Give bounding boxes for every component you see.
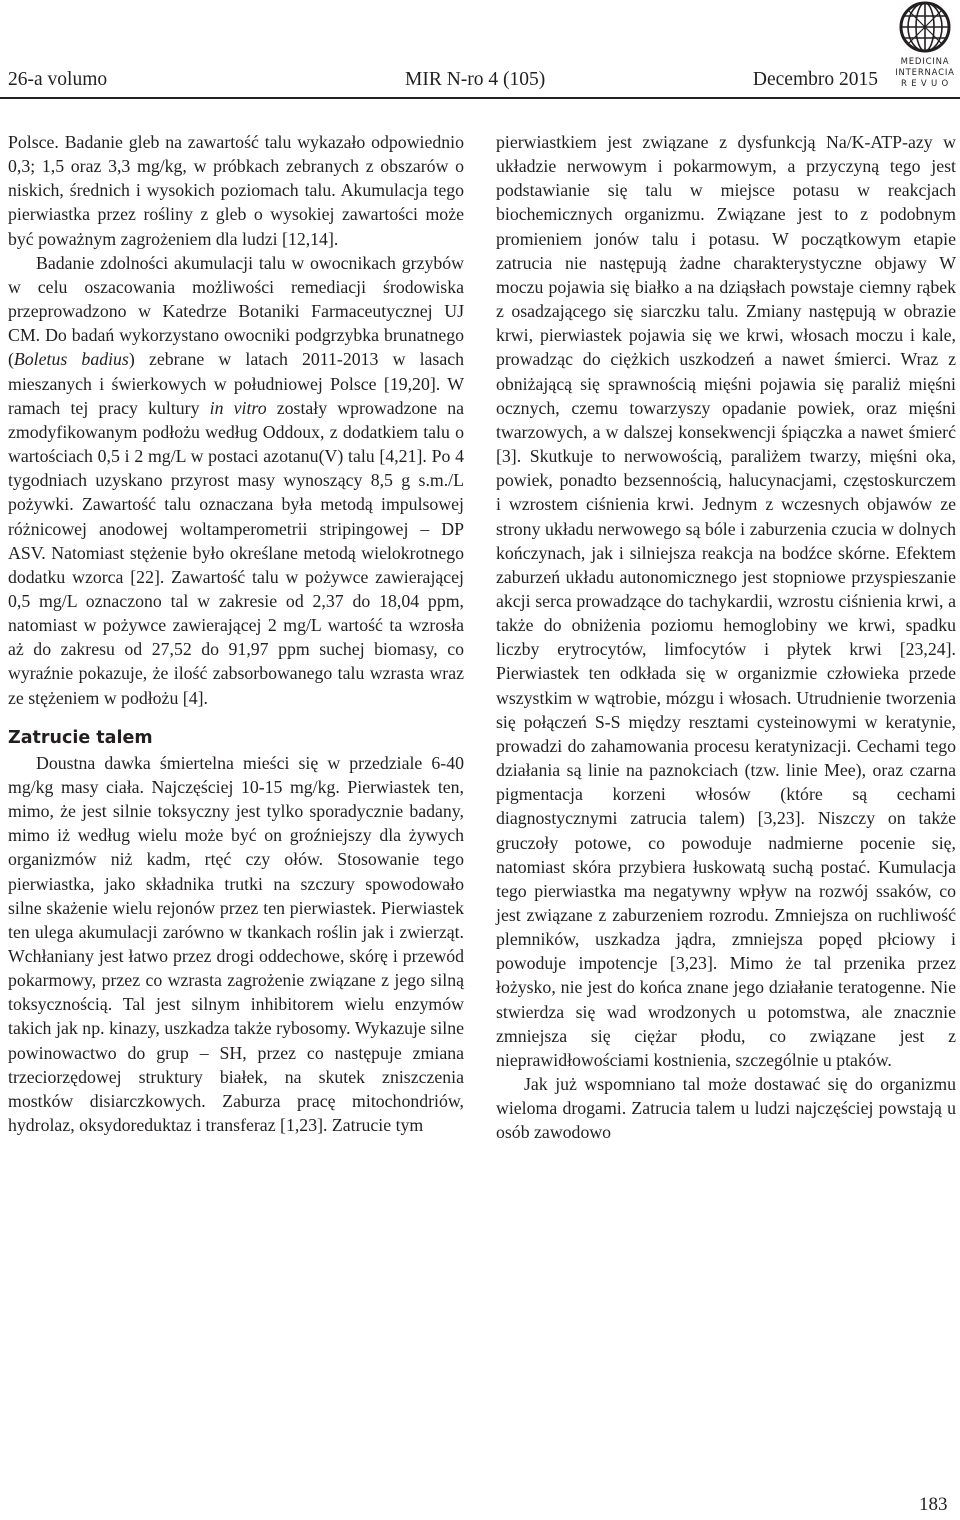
globe-icon [897, 1, 953, 53]
right-column [496, 130, 956, 1145]
issue-label: MIR N-ro 4 (105) [405, 69, 546, 90]
journal-logo [890, 0, 960, 98]
section-heading: Zatrucie talem [8, 727, 153, 748]
header-rule [0, 97, 960, 99]
date-label: Decembro 2015 [752, 69, 878, 90]
species-name: Boletus badius [13, 349, 129, 370]
volume-label: 26-a volumo [8, 69, 108, 90]
paragraph: pierwiastkiem jest związane z dysfunkcją Na/K-ATP-azy w układzie nerwowym i pokarmowym, a przyczyną tego jest podstawianie się talu w miejsce potasu w reakcjach biochemicznych organizmu. Związane jest to z podobnym promieniem jonów talu i potasu. W początkowym etapie zatrucia nie następują żadne charakterystyczne objawy W moczu pojawia się białko a na dziąsłach powstaje ciemny rąbek z osadzającego się siarczku talu. Zmiany następują w obrazie krwi, pierwiastek pojawia się we krwi, włosach moczu i kale, prowadząc do ciężkich uszkodzeń a nawet śmierci. Wraz z obniżającą się sprawnością mięśni pojawia się paraliż mięśni ocznych, czemu towarzyszy opadanie powiek, oraz mięśni twarzowych, a w dalszej konsekwencji śpiączka a nawet śmierć [3]. Skutkuje to nerwowością, paraliżem twarzy, mięśni oka, powiek, ponadto bezsennością, halucynacjami, częstoskurczem i wzrostem ciśnienia krwi. Jednym z wczesnych objawów ze strony układu nerwowego są bóle i zaburzenia czucia w dolnych kończynach, jak i silniejsza reakcja na bodźce skórne. Efektem zaburzeń układu autonomicznego jest stopniowe przyspieszanie akcji serca prowadzące do tachykardii, wzrostu ciśnienia krwi, a także do obniżenia poziomu hemoglobiny we krwi, spadku liczby erytrocytów, limfocytów i płytek krwi [23,24]. Pierwiastek ten odkłada się w organizmie człowieka przede wszystkim w wątrobie, mózgu i włosach. Utrudnienie tworzenia się połączeń S-S między resztami cysteinowymi w keratynie, prowadzi do zahamowania procesu keratynizacji. Cechami tego działania są linie na paznokciach (tzw. linie Mee), oraz czarna pigmentacja korzeni włosów (które są cechami diagnostycznymi zatrucia talem) [3,23]. Niszczy on także gruczoły potowe, co powoduje nadmierne pocenie się, natomiast skóra przybiera łuskowatą suchą postać. Kumulacja tego pierwiastka ma negatywny wpływ na rozwój ssaków, co jest związane z zaburzeniem rozrodu. Zmniejsza on ruchliwość plemników, uszkadza jądra, zmniejsza popęd płciowy i powoduje impotencje [3,23]. Mimo że tal przenika przez łożysko, nie jest do końca znane jego działanie teratogenne. Nie stwierdza się wad wrodzonych u potomstwa, ale znacznie zmniejsza się ciężar płodu, co związane jest z nieprawidłowościami kostnienia, szczególnie u ptaków. [496, 132, 956, 1070]
paragraph: Jak już wspomniano tal może dostawać się do organizmu wieloma drogami. Zatrucia talem u ludzi najczęściej powstają u osób zawodowo [496, 1074, 956, 1143]
paragraph: Polsce. Badanie gleb na zawartość talu wykazało odpowiednio 0,3; 1,5 oraz 3,3 mg/kg, w próbkach zebranych z obszarów o niskich, średnich i wysokich poziomach talu. Akumulacja tego pierwiastka przez rośliny z gleb o wysokiej zawartości może być poważnym zagrożeniem dla ludzi [12,14]. [8, 132, 464, 249]
page-number: 183 [919, 1494, 948, 1515]
logo-line-3: R E V U O [900, 79, 949, 89]
left-column [8, 130, 464, 1137]
running-header [8, 66, 878, 94]
term-in-vitro: in vitro [209, 397, 267, 418]
paragraph: Doustna dawka śmiertelna mieści się w przedziale 6-40 mg/kg masy ciała. Najczęściej 10-15 mg/kg. Pierwiastek ten, mimo, że jest silnie toksyczny jest tylko sporadycznie badany, mimo iż według wielu może być on groźniejszy dla żywych organizmów niż kadm, rtęć czy ołów. Stosowanie tego pierwiastka, jako składnika trutki na szczury spowodowało silne skażenie wielu rejonów przez ten pierwiastek. Pierwiastek ten ulega akumulacji zarówno w tkankach roślin jak i zwierząt. Wchłaniany jest łatwo przez drogi oddechowe, skórę i przewód pokarmowy, przez co wzrasta zagrożenie związane z jego silną toksycznością. Tal jest silnym inhibitorem wielu enzymów takich jak np. kinazy, uszkadza także rybosomy. Wykazuje silne powinowactwo do grup – SH, przez co następuje zmiana trzeciorzędowej struktury białek, na skutek zniszczenia mostków disiarczkowych. Zaburza pracę mitochondriów, hydrolaz, oksydoreduktaz i transferaz [1,23]. Zatrucie tym [8, 752, 464, 1136]
paragraph: Badanie zdolności akumulacji talu w owocnikach grzybów w celu oszacowania możliwości remediacji środowiska przeprowadzono w Katedrze Botaniki Farmaceutycznej UJ CM. Do badań wykorzystano owocniki podgrzybka brunatnego (Boletus badius) zebrane w latach 2011-2013 w lasach mieszanych i świerkowych w południowej Polsce [19,20]. W ramach tej pracy kultury in vitro zostały wprowadzone na zmodyfikowanym podłożu według Oddoux, z dodatkiem talu o wartościach 0,5 i 2 mg/L w postaci azotanu(V) talu [4,21]. Po 4 tygodniach uzyskano przyrost masy wynoszący 8,5 g s.m./L pożywki. Zawartość talu oznaczana była metodą impulsowej różnicowej anodowej woltamperometrii stripingowej – DP ASV. Natomiast stężenie było określane metodą wielokrotnego dodatku wzorca [22]. Zawartość talu w pożywce zawierającej 0,5 mg/L oznaczono tal w zakresie od 2,37 do 18,04 ppm, natomiast w pożywce zawierającej 2 mg/L wartość ta wzrosła aż do zakresu od 27,52 do 91,97 ppm suchej biomasy, co wyraźnie pokazuje, że ilość zabsorbowanego talu wzrasta wraz ze stężeniem w podłożu [4]. [8, 252, 465, 708]
logo-line-2: INTERNACIA [895, 68, 955, 78]
logo-line-1: MEDICINA [900, 57, 950, 67]
